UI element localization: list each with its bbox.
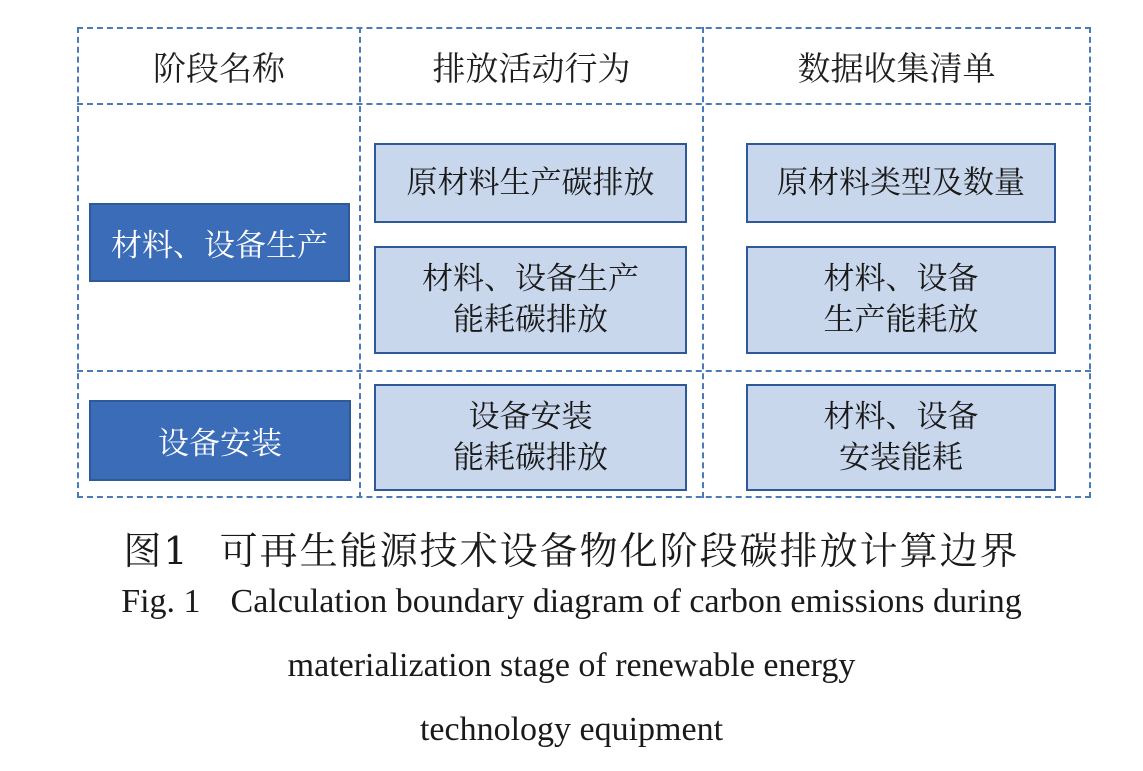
- grid-line-row-divider: [77, 370, 1091, 372]
- data-raw-material-type-quantity: [746, 143, 1056, 223]
- stage-equipment-installation: 设备安装: [89, 400, 351, 481]
- header-data-inventory: 数据收集清单: [797, 48, 996, 88]
- activity-raw-material-production: [374, 143, 687, 223]
- data-production-energy-line-2: 生产能耗放: [823, 302, 979, 338]
- data-production-energy: [746, 246, 1056, 354]
- grid-line-bottom: [77, 496, 1091, 498]
- caption-english-line-2: materialization stage of renewable energy: [287, 647, 856, 684]
- caption-cn-label: 图1: [123, 529, 190, 573]
- stage-material-equipment-production: 材料、设备生产: [89, 203, 350, 282]
- data-raw-material-line-1: 原材料类型及数量: [777, 164, 1025, 201]
- activity-installation-energy: [374, 384, 687, 491]
- header-emission-activity: 排放活动行为: [432, 48, 631, 88]
- activity-production-energy: [374, 246, 687, 354]
- grid-line-header-bottom: [77, 103, 1091, 105]
- caption-cn-title: 可再生能源技术设备物化阶段碳排放计算边界: [219, 529, 1020, 573]
- data-installation-energy-line-1: 材料、设备: [823, 398, 979, 435]
- caption-en-text-1: Calculation boundary diagram of carbon emissions during: [230, 583, 1022, 620]
- data-installation-energy-line-2: 安装能耗: [839, 439, 963, 476]
- caption-chinese: [0, 520, 1143, 575]
- caption-english-line-1: [0, 583, 1143, 621]
- data-production-energy-line-1: 材料、设备: [823, 261, 979, 297]
- grid-line-right: [1089, 27, 1091, 498]
- activity-raw-material-line-1: 原材料生产碳排放: [406, 164, 655, 201]
- data-installation-energy: [746, 384, 1056, 491]
- activity-production-energy-line-2: 能耗碳排放: [453, 302, 608, 338]
- activity-installation-energy-line-1: 设备安装: [468, 398, 593, 435]
- activity-production-energy-line-1: 材料、设备生产: [422, 261, 639, 297]
- caption-en-label: Fig. 1: [121, 583, 201, 620]
- header-stage-name: 阶段名称: [153, 48, 285, 88]
- caption-english-line-3: technology equipment: [419, 711, 724, 748]
- activity-installation-energy-line-2: 能耗碳排放: [453, 439, 608, 476]
